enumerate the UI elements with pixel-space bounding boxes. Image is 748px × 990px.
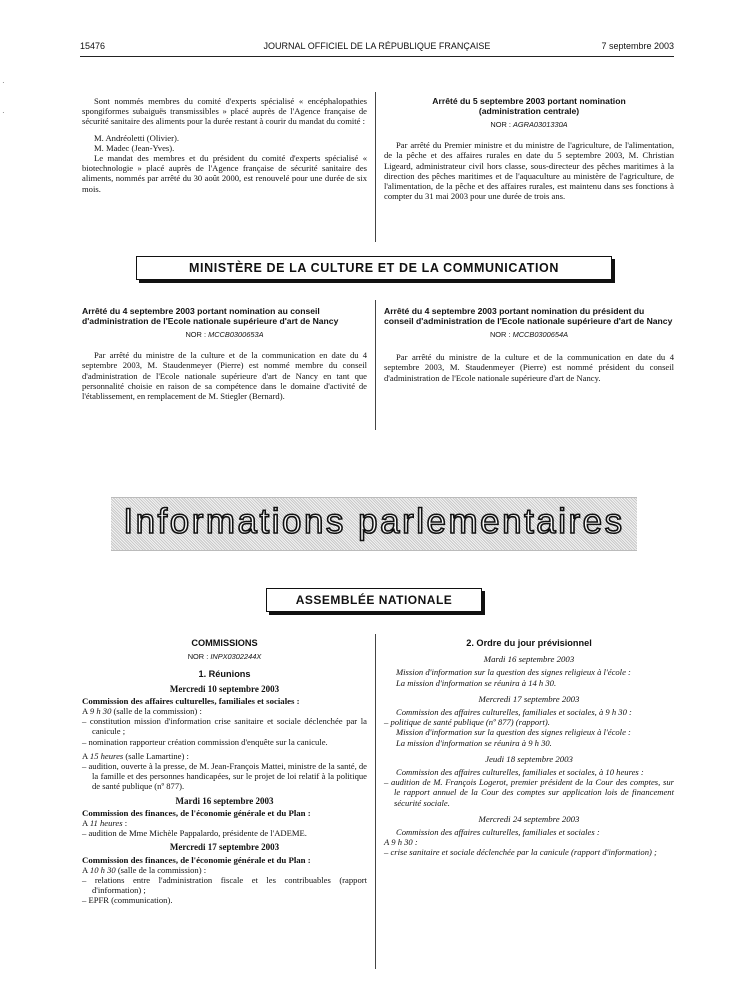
decree-title: Arrêté du 4 septembre 2003 portant nomination du président du conseil d'administration de l'Ecole nationale supérieure d'art de Nancy xyxy=(384,306,673,326)
nor-code: MCCB0300653A xyxy=(208,330,264,339)
member-name: M. Andréoletti (Olivier). xyxy=(94,132,179,143)
agenda-line: Commission des affaires culturelles, familiales et sociales, à 10 heures : xyxy=(396,767,644,778)
nor-label: NOR : xyxy=(490,120,511,129)
ministry-heading: MINISTÈRE DE LA CULTURE ET DE LA COMMUNICATION xyxy=(136,256,612,280)
nor-line xyxy=(82,652,367,662)
agenda-date: Jeudi 18 septembre 2003 xyxy=(485,753,573,764)
agenda-line: Mission d'information sur la question des signes religieux à l'école : xyxy=(396,727,631,738)
page-number: 15476 xyxy=(80,41,106,51)
agenda-line: A 9 h 30 : xyxy=(384,837,418,848)
agenda-line: La mission d'information se réunira à 9 h 30. xyxy=(396,737,552,748)
nor-line xyxy=(82,330,367,340)
experts-paragraph: Sont nommés membres du comité d'experts spécialisé « encéphalopathies spongiformes subaiguës transmissibles » placé auprès de l'Agence française de sécurité sanitaire des aliments pour la durée restant à courir du mandat du comité : xyxy=(82,96,367,127)
column-divider xyxy=(375,634,376,969)
mandate-paragraph: Le mandat des membres et du président du comité d'experts spécialisé « biotechnologie » placé auprès de l'Agence française de sécurité sanitaire des aliments, nommés par arrêté du 30 août 2000, est renouvelé pour une durée de six mois. xyxy=(82,153,367,194)
nor-label: NOR : xyxy=(185,330,206,339)
margin-mark: · xyxy=(2,78,5,87)
decree-title: Arrêté du 5 septembre 2003 portant nomination (administration centrale) xyxy=(432,96,626,116)
assembly-heading: ASSEMBLÉE NATIONALE xyxy=(266,588,482,612)
meeting-date: Mercredi 10 septembre 2003 xyxy=(169,683,280,694)
nor-line xyxy=(384,120,674,130)
agenda-line: – crise sanitaire et sociale déclenchée par la canicule (rapport d'information) ; xyxy=(384,847,657,858)
nor-code: AGRA0301330A xyxy=(512,120,568,129)
culture-right-column xyxy=(384,306,674,383)
agenda-line: – politique de santé publique (nº 877) (rapport). xyxy=(384,717,550,728)
margin-mark: · xyxy=(2,108,5,117)
banner-title: Informations parlementaires xyxy=(123,502,625,541)
nor-code: MCCB0300654A xyxy=(512,330,569,339)
section-heading: 1. Réunions xyxy=(198,669,251,680)
decree-paragraph: Par arrêté du ministre de la culture et de la communication en date du 4 septembre 2003, M. Staudenmeyer (Pierre) est nommé membre du conseil d'administration de l'Ecole nationale supérieure d'art de Nancy en tant que personnalité choisie en raison de sa compétence dans le domaine d'activité de l'établissement, en remplacement de M. Stiegler (Bernard). xyxy=(82,350,367,402)
commission-name: Commission des affaires culturelles, familiales et sociales : xyxy=(82,695,300,706)
agenda-line: Commission des affaires culturelles, familiales et sociales, à 9 h 30 : xyxy=(396,707,632,718)
commissions-heading: COMMISSIONS xyxy=(191,638,258,648)
nor-line xyxy=(384,330,674,340)
agenda-line: Commission des affaires culturelles, familiales et sociales : xyxy=(396,827,600,838)
top-left-column xyxy=(82,96,367,194)
agenda-line: – audition de M. François Logerot, premier président de la Cour des comptes, sur le rapport annuel de la Cour des comptes sur application lois de financement sécurité sociale. xyxy=(384,777,674,808)
agenda-item: – EPFR (communication). xyxy=(82,895,173,906)
agenda-date: Mercredi 24 septembre 2003 xyxy=(478,813,580,824)
agenda-line: Mission d'information sur la question des signes religieux à l'école : xyxy=(396,667,631,678)
decree-paragraph: Par arrêté du ministre de la culture et de la communication en date du 4 septembre 2003, M. Staudenmeyer (Pierre) est nommé président du conseil d'administration de l'Ecole nationale supérieure d'art de Nancy. xyxy=(384,352,674,383)
issue-date: 7 septembre 2003 xyxy=(601,41,674,51)
culture-left-column xyxy=(82,306,367,401)
commission-name: Commission des finances, de l'économie générale et du Plan : xyxy=(82,854,311,865)
meeting-date: Mercredi 17 septembre 2003 xyxy=(169,842,280,853)
section-heading: 2. Ordre du jour prévisionnel xyxy=(466,638,592,648)
agenda-item: – constitution mission d'information crise sanitaire et sociale déclenchée par la canicule ; xyxy=(82,716,367,737)
meeting-date: Mardi 16 septembre 2003 xyxy=(175,795,274,806)
member-name: M. Madec (Jean-Yves). xyxy=(94,142,175,153)
agenda-item: – nomination rapporteur création commission d'enquête sur la canicule. xyxy=(82,736,328,747)
agenda-line: La mission d'information se réunira à 14 h 30. xyxy=(396,677,557,688)
column-divider xyxy=(375,300,376,430)
agenda-item: – audition, ouverte à la presse, de M. Jean-François Mattei, ministre de la santé, de la famille et des personnes handicapées, sur le projet de loi relatif à la politique de santé publique (nº 877). xyxy=(82,761,367,792)
agenda-date: Mercredi 17 septembre 2003 xyxy=(478,693,580,704)
agenda-date: Mardi 16 septembre 2003 xyxy=(483,654,575,665)
time-line: A 15 heures (salle Lamartine) : xyxy=(82,750,189,761)
time-line: A 9 h 30 (salle de la commission) : xyxy=(82,706,202,717)
commissions-column xyxy=(82,638,367,906)
agenda-item: – audition de Mme Michèle Pappalardo, présidente de l'ADEME. xyxy=(82,828,307,839)
nor-label: NOR : xyxy=(489,330,511,339)
header-rule xyxy=(80,56,674,57)
ordre-column xyxy=(384,638,674,858)
time-line: A 10 h 30 (salle de la commission) : xyxy=(82,864,207,875)
top-right-column xyxy=(384,96,674,201)
time-line: A 11 heures : xyxy=(82,818,128,829)
column-divider xyxy=(375,92,376,242)
decree-title: Arrêté du 4 septembre 2003 portant nomination au conseil d'administration de l'Ecole nationale supérieure d'art de Nancy xyxy=(82,306,339,326)
nor-code: INPX0302244X xyxy=(210,652,262,662)
nor-label: NOR : xyxy=(187,652,209,662)
agenda-item: – relations entre l'administration fiscale et les contribuables (rapport d'information) ; xyxy=(82,875,367,896)
decree-paragraph: Par arrêté du Premier ministre et du ministre de l'agriculture, de l'alimentation, de la pêche et des affaires rurales en date du 5 septembre 2003, M. Christian Ligeard, administrateur civil hors classe, sous-directeur des pêches maritimes à la direction des pêches maritimes et de l'aquaculture au ministère de l'agriculture, de l'alimentation, de la pêche et des affaires rurales, est maintenu dans ses fonctions à compter du 31 mai 2003 pour une durée de trois ans. xyxy=(384,140,674,202)
commission-name: Commission des finances, de l'économie générale et du Plan : xyxy=(82,807,311,818)
section-banner xyxy=(111,497,637,551)
journal-title: JOURNAL OFFICIEL DE LA RÉPUBLIQUE FRANÇAISE xyxy=(263,41,491,51)
page-header xyxy=(80,41,674,55)
